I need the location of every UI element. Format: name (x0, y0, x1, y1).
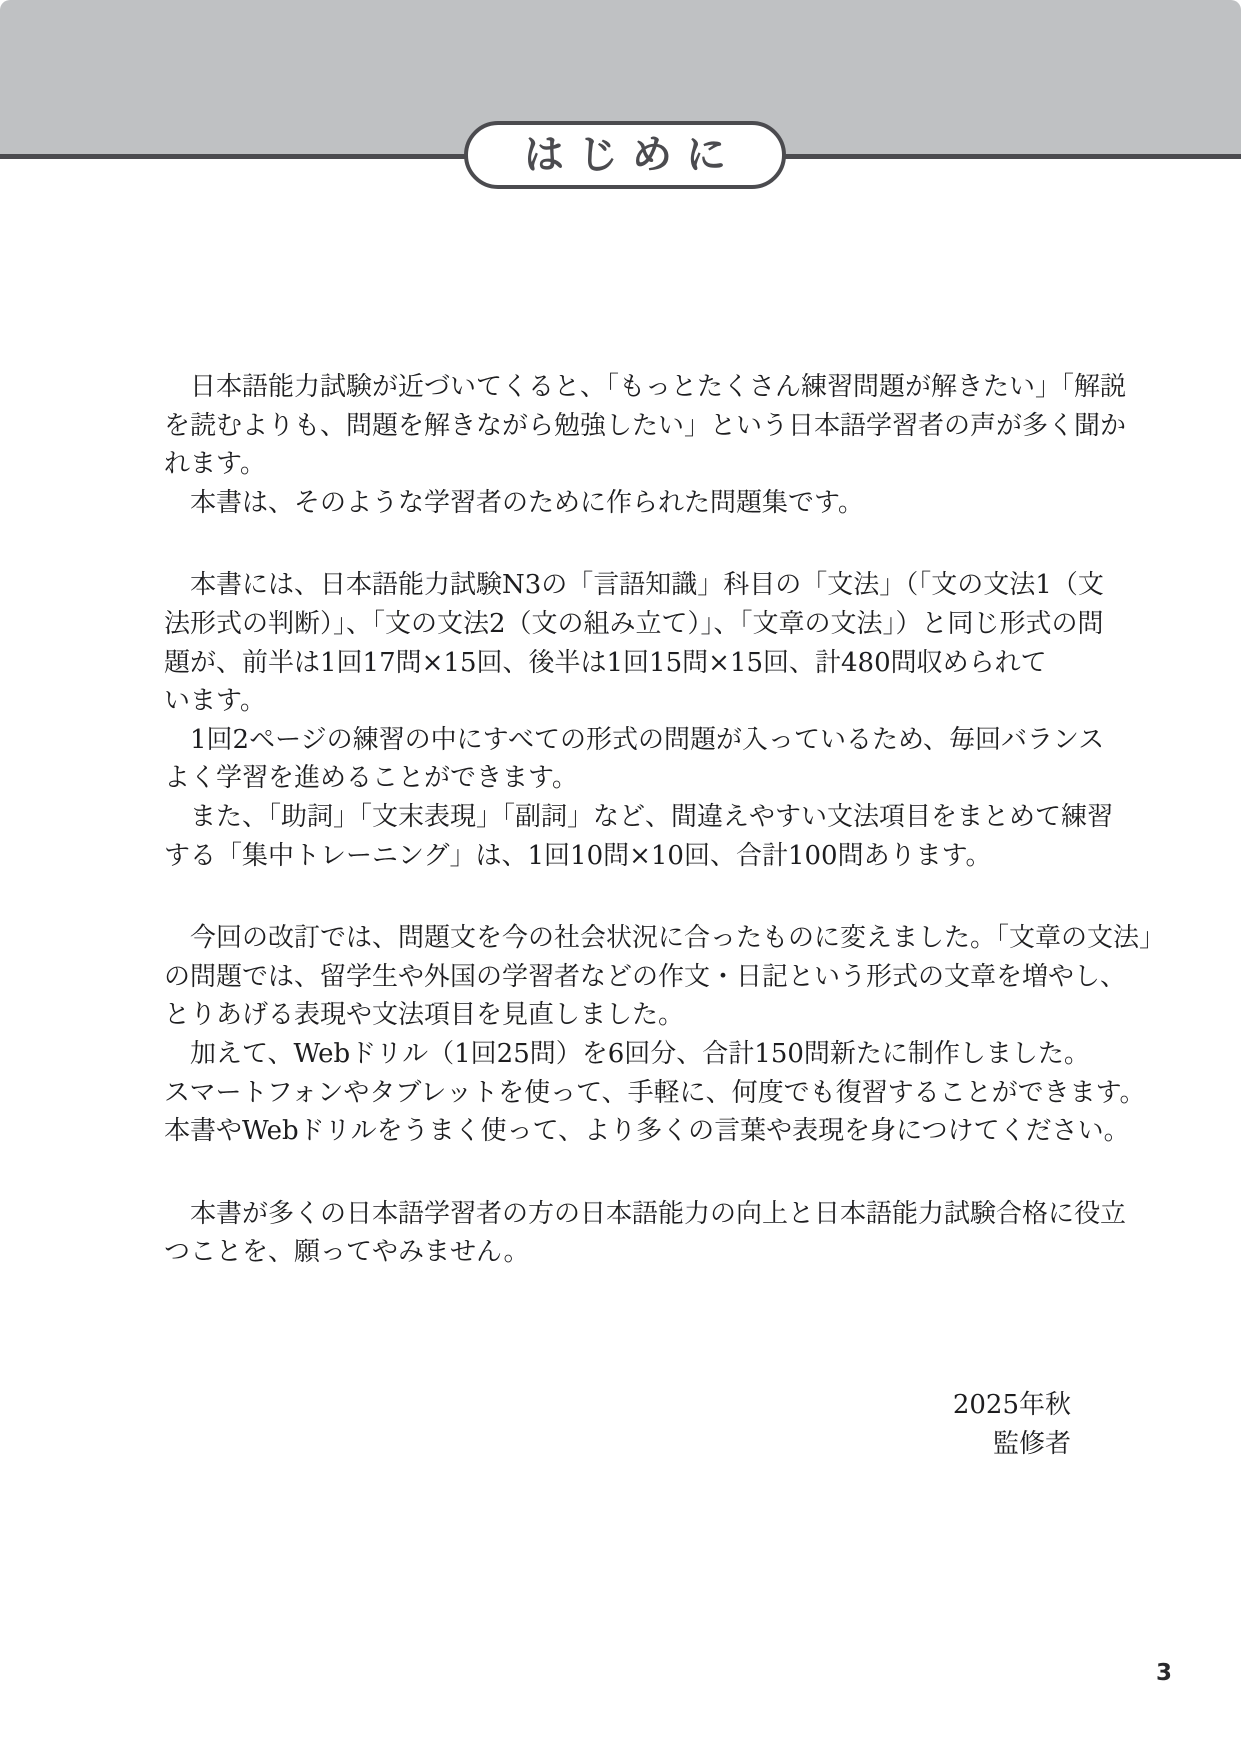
text-line: つことを、願ってやみません。 (164, 1237, 530, 1268)
paragraph-gap (164, 522, 1080, 566)
text-line: 本書は、そのような学習者のために作られた問題集です。 (164, 487, 864, 518)
text-line: 題が、前半は1回17問×15回、後半は1回15問×15回、計480問収められて (164, 647, 1047, 678)
text-line: 本書には、日本語能力試験N3の「言語知識」科目の「文法」（「文の文法1（文 (164, 570, 1104, 601)
text-line: れます。 (164, 449, 266, 480)
paragraph-gap (164, 1151, 1080, 1195)
text-line: 加えて、Webドリル（1回25問）を6回分、合計150問新たに制作しました。 (164, 1038, 1090, 1069)
page-title-text: はじめに (524, 132, 740, 178)
text-line: 日本語能力試験が近づいてくると、「もっとたくさん練習問題が解きたい」「解説 (164, 372, 1127, 402)
text-line: する「集中トレーニング」は、1回10問×10回、合計100問あります。 (164, 840, 992, 871)
preface-body (164, 368, 1166, 1272)
text-line: 1回2ページの練習の中にすべての形式の問題が入っているため、毎回バランス (164, 724, 1105, 755)
text-line: 本書が多くの日本語学習者の方の日本語能力の向上と日本語能力試験合格に役立 (164, 1198, 1127, 1229)
signature-block (953, 1386, 1071, 1463)
signature-date: 2025年秋 (952, 1390, 1071, 1420)
signature-author: 監修者 (992, 1428, 1071, 1459)
text-line: の問題では、留学生や外国の学習者などの作文・日記という形式の文章を増やし、 (164, 961, 1127, 992)
text-line: よく学習を進めることができます。 (164, 763, 578, 794)
text-line: います。 (164, 686, 266, 717)
text-line: 法形式の判断）」、「文の文法2（文の組み立て）」、「文章の文法」）と同じ形式の問 (164, 608, 1104, 639)
text-line: 本書やWebドリルをうまく使って、より多くの言葉や表現を身につけてください。 (164, 1116, 1130, 1147)
text-line: スマートフォンやタブレットを使って、手軽に、何度でも復習することができます。 (164, 1077, 1146, 1108)
paragraph-gap (164, 875, 1080, 919)
text-line: また、「助詞」「文末表現」「副詞」など、間違えやすい文法項目をまとめて練習 (164, 801, 1114, 832)
page-number: 3 (1156, 1660, 1173, 1686)
text-line: を読むよりも、問題を解きながら勉強したい」という日本語学習者の声が多く聞か (164, 410, 1127, 441)
page-title (464, 121, 786, 189)
text-line: とりあげる表現や文法項目を見直しました。 (164, 1000, 685, 1031)
text-line: 今回の改訂では、問題文を今の社会状況に合ったものに変えました。「文章の文法」 (164, 923, 1166, 954)
